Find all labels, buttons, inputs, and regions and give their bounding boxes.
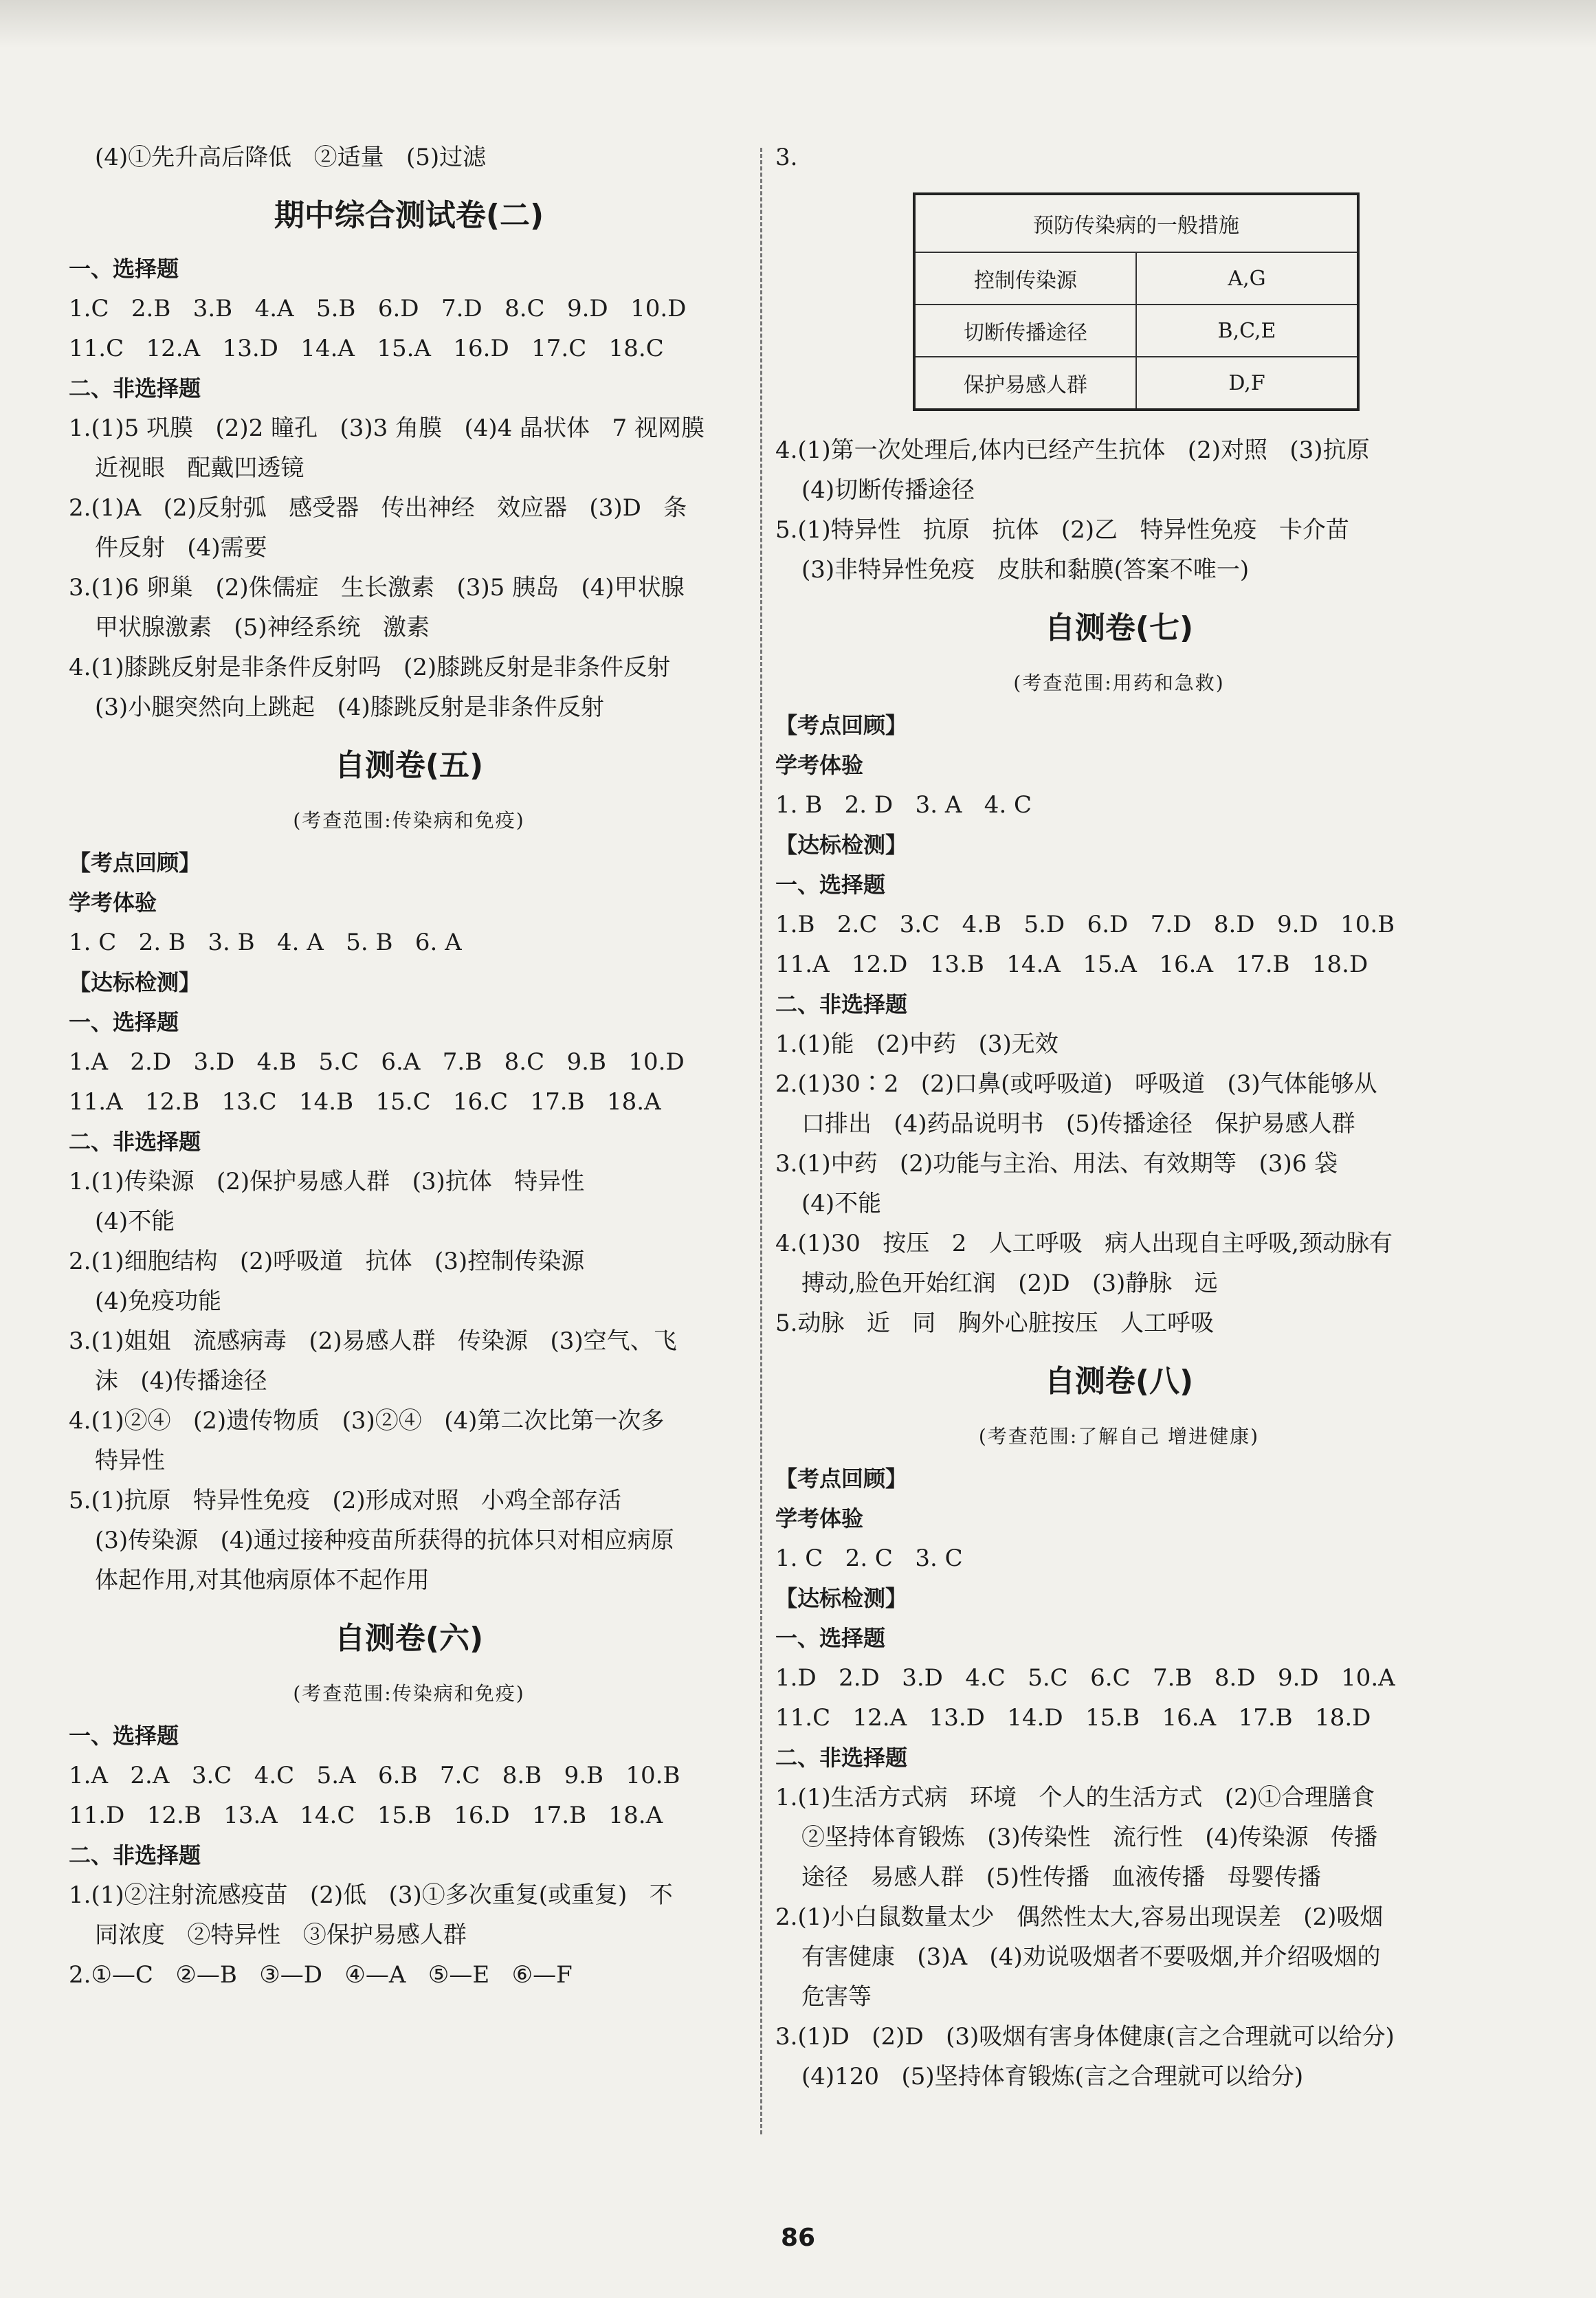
- answer-line: 件反射 (4)需要: [95, 534, 267, 562]
- answer-line: 2.①—C ②—B ③—D ④—A ⑤—E ⑥—F: [69, 1961, 573, 1989]
- answer-line: (4)免疫功能: [95, 1288, 222, 1315]
- table-cell-answer: D,F: [1136, 357, 1358, 410]
- answer-line: 2.(1)小白鼠数量太少 偶然性太大,容易出现误差 (2)吸烟: [775, 1903, 1384, 1931]
- answer-line: (4)①先升高后降低 ②适量 (5)过滤: [95, 144, 487, 171]
- answer-line: 近视眼 配戴凹透镜: [95, 454, 304, 482]
- subsection-heading: 二、非选择题: [775, 991, 908, 1017]
- answer-line: (3)非特异性免疫 皮肤和黏膜(答案不唯一): [801, 556, 1250, 584]
- left-column: [69, 137, 749, 1995]
- answer-line: 11.C 12.A 13.D 14.D 15.B 16.A 17.B 18.D: [775, 1704, 1371, 1732]
- scan-top-shadow: [0, 0, 1596, 48]
- subsection-heading: 学考体验: [775, 752, 864, 778]
- column-divider: [760, 148, 762, 2134]
- subsection-heading: 二、非选择题: [69, 375, 201, 401]
- answer-line: 甲状腺激素 (5)神经系统 激素: [95, 614, 430, 641]
- answer-line: 沫 (4)传播途径: [95, 1367, 267, 1395]
- subsection-heading: 一、选择题: [775, 872, 886, 898]
- question-number: 3.: [775, 144, 798, 171]
- table-row: [914, 357, 1358, 410]
- subsection-heading: 学考体验: [69, 890, 157, 916]
- answer-line: 搏动,脸色开始红润 (2)D (3)静脉 远: [801, 1270, 1218, 1297]
- table-row: [914, 252, 1358, 305]
- subsection-heading: 二、非选择题: [69, 1129, 201, 1155]
- answer-line: 同浓度 ②特异性 ③保护易感人群: [95, 1921, 467, 1949]
- answer-line: 1.A 2.D 3.D 4.B 5.C 6.A 7.B 8.C 9.B 10.D: [69, 1048, 685, 1076]
- subsection-heading: 【考点回顾】: [775, 1466, 908, 1492]
- answer-line: (4)不能: [95, 1208, 175, 1235]
- answer-line: 3.(1)6 卵巢 (2)侏儒症 生长激素 (3)5 胰岛 (4)甲状腺: [69, 574, 685, 601]
- table-cell-measure: 控制传染源: [914, 252, 1136, 305]
- answer-line: (3)小腿突然向上跳起 (4)膝跳反射是非条件反射: [95, 694, 604, 721]
- section-title: 自测卷(六): [334, 1621, 484, 1656]
- answer-line: 1.(1)传染源 (2)保护易感人群 (3)抗体 特异性: [69, 1168, 585, 1195]
- answer-line: 1.(1)②注射流感疫苗 (2)低 (3)①多次重复(或重复) 不: [69, 1881, 673, 1909]
- answer-line: 5.(1)抗原 特异性免疫 (2)形成对照 小鸡全部存活: [69, 1487, 622, 1514]
- answer-line: ②坚持体育锻炼 (3)传染性 流行性 (4)传染源 传播: [801, 1824, 1378, 1851]
- answer-line: 1.(1)生活方式病 环境 个人的生活方式 (2)①合理膳食: [775, 1784, 1375, 1811]
- right-column: [775, 137, 1463, 2097]
- subsection-heading: 一、选择题: [69, 256, 179, 282]
- answer-line: 1.(1)5 巩膜 (2)2 瞳孔 (3)3 角膜 (4)4 晶状体 7 视网膜: [69, 415, 705, 442]
- answer-line: 1.B 2.C 3.C 4.B 5.D 6.D 7.D 8.D 9.D 10.B: [775, 911, 1395, 938]
- table-header: 预防传染病的一般措施: [914, 194, 1358, 252]
- answer-line: 5.(1)特异性 抗原 抗体 (2)乙 特异性免疫 卡介苗: [775, 516, 1349, 544]
- answer-line: 4.(1)第一次处理后,体内已经产生抗体 (2)对照 (3)抗原: [775, 437, 1370, 464]
- table-cell-measure: 保护易感人群: [914, 357, 1136, 410]
- answer-line: (4)不能: [801, 1190, 882, 1217]
- subsection-heading: 二、非选择题: [775, 1745, 908, 1771]
- answer-line: 2.(1)细胞结构 (2)呼吸道 抗体 (3)控制传染源: [69, 1248, 585, 1275]
- answer-line: 4.(1)膝跳反射是非条件反射吗 (2)膝跳反射是非条件反射: [69, 654, 671, 681]
- answer-line: 5.动脉 近 同 胸外心脏按压 人工呼吸: [775, 1310, 1215, 1337]
- scope-note: (考查范围:用药和急救): [1013, 672, 1225, 694]
- answer-line: 危害等: [801, 1983, 872, 2011]
- subsection-heading: 【达标检测】: [775, 832, 908, 858]
- answer-line: 11.A 12.B 13.C 14.B 15.C 16.C 17.B 18.A: [69, 1088, 661, 1116]
- page-number: 86: [780, 2224, 816, 2252]
- answer-line: 1.D 2.D 3.D 4.C 5.C 6.C 7.B 8.D 9.D 10.A: [775, 1664, 1395, 1692]
- answer-line: 1.(1)能 (2)中药 (3)无效: [775, 1030, 1059, 1058]
- subsection-heading: 学考体验: [775, 1505, 864, 1532]
- answer-line: 途径 易感人群 (5)性传播 血液传播 母婴传播: [801, 1864, 1321, 1891]
- table-cell-answer: B,C,E: [1136, 305, 1358, 357]
- answer-line: 体起作用,对其他病原体不起作用: [95, 1567, 430, 1594]
- subsection-heading: 一、选择题: [775, 1625, 886, 1651]
- section-title: 自测卷(七): [1044, 610, 1194, 645]
- prevention-measures-table: [913, 192, 1360, 411]
- answer-line: (4)120 (5)坚持体育锻炼(言之合理就可以给分): [801, 2063, 1304, 2090]
- subsection-heading: 一、选择题: [69, 1009, 179, 1035]
- subsection-heading: 二、非选择题: [69, 1842, 201, 1868]
- answer-line: (3)传染源 (4)通过接种疫苗所获得的抗体只对相应病原: [95, 1527, 674, 1554]
- answer-line: 11.D 12.B 13.A 14.C 15.B 16.D 17.B 18.A: [69, 1802, 663, 1829]
- answer-line: 4.(1)②④ (2)遗传物质 (3)②④ (4)第二次比第一次多: [69, 1407, 665, 1435]
- answer-line: 口排出 (4)药品说明书 (5)传播途径 保护易感人群: [801, 1110, 1355, 1138]
- answer-line: 1. C 2. C 3. C: [775, 1545, 963, 1572]
- section-title: 自测卷(八): [1044, 1364, 1194, 1399]
- section-title: 自测卷(五): [334, 748, 484, 783]
- answer-line: 3.(1)姐姐 流感病毒 (2)易感人群 传染源 (3)空气、飞: [69, 1327, 677, 1355]
- answer-line: 2.(1)A (2)反射弧 感受器 传出神经 效应器 (3)D 条: [69, 494, 687, 522]
- subsection-heading: 【达标检测】: [69, 969, 201, 995]
- section-title: 期中综合测试卷(二): [274, 198, 544, 233]
- answer-line: 有害健康 (3)A (4)劝说吸烟者不要吸烟,并介绍吸烟的: [801, 1943, 1381, 1971]
- answer-line: 1.A 2.A 3.C 4.C 5.A 6.B 7.C 8.B 9.B 10.B: [69, 1762, 680, 1789]
- answer-line: 2.(1)30∶2 (2)口鼻(或呼吸道) 呼吸道 (3)气体能够从: [775, 1070, 1377, 1098]
- table-cell-answer: A,G: [1136, 252, 1358, 305]
- scope-note: (考查范围:传染病和免疫): [293, 809, 525, 832]
- subsection-heading: 【达标检测】: [775, 1585, 908, 1611]
- answer-line: 1.C 2.B 3.B 4.A 5.B 6.D 7.D 8.C 9.D 10.D: [69, 295, 687, 322]
- answer-line: 特异性: [95, 1447, 165, 1474]
- answer-line: (4)切断传播途径: [801, 476, 975, 504]
- answer-line: 3.(1)中药 (2)功能与主治、用法、有效期等 (3)6 袋: [775, 1150, 1338, 1178]
- answer-line: 3.(1)D (2)D (3)吸烟有害身体健康(言之合理就可以给分): [775, 2023, 1395, 2051]
- table-header-row: [914, 194, 1358, 252]
- answer-line: 11.C 12.A 13.D 14.A 15.A 16.D 17.C 18.C: [69, 335, 664, 362]
- scope-note: (考查范围:传染病和免疫): [293, 1682, 525, 1705]
- subsection-heading: 【考点回顾】: [775, 712, 908, 738]
- answer-line: 11.A 12.D 13.B 14.A 15.A 16.A 17.B 18.D: [775, 951, 1368, 978]
- table-cell-measure: 切断传播途径: [914, 305, 1136, 357]
- answer-line: 1. C 2. B 3. B 4. A 5. B 6. A: [69, 929, 462, 956]
- answer-line: 4.(1)30 按压 2 人工呼吸 病人出现自主呼吸,颈动脉有: [775, 1230, 1393, 1257]
- table-row: [914, 305, 1358, 357]
- subsection-heading: 一、选择题: [69, 1723, 179, 1749]
- scope-note: (考查范围:了解自己 增进健康): [978, 1425, 1260, 1448]
- subsection-heading: 【考点回顾】: [69, 850, 201, 876]
- answer-line: 1. B 2. D 3. A 4. C: [775, 791, 1032, 819]
